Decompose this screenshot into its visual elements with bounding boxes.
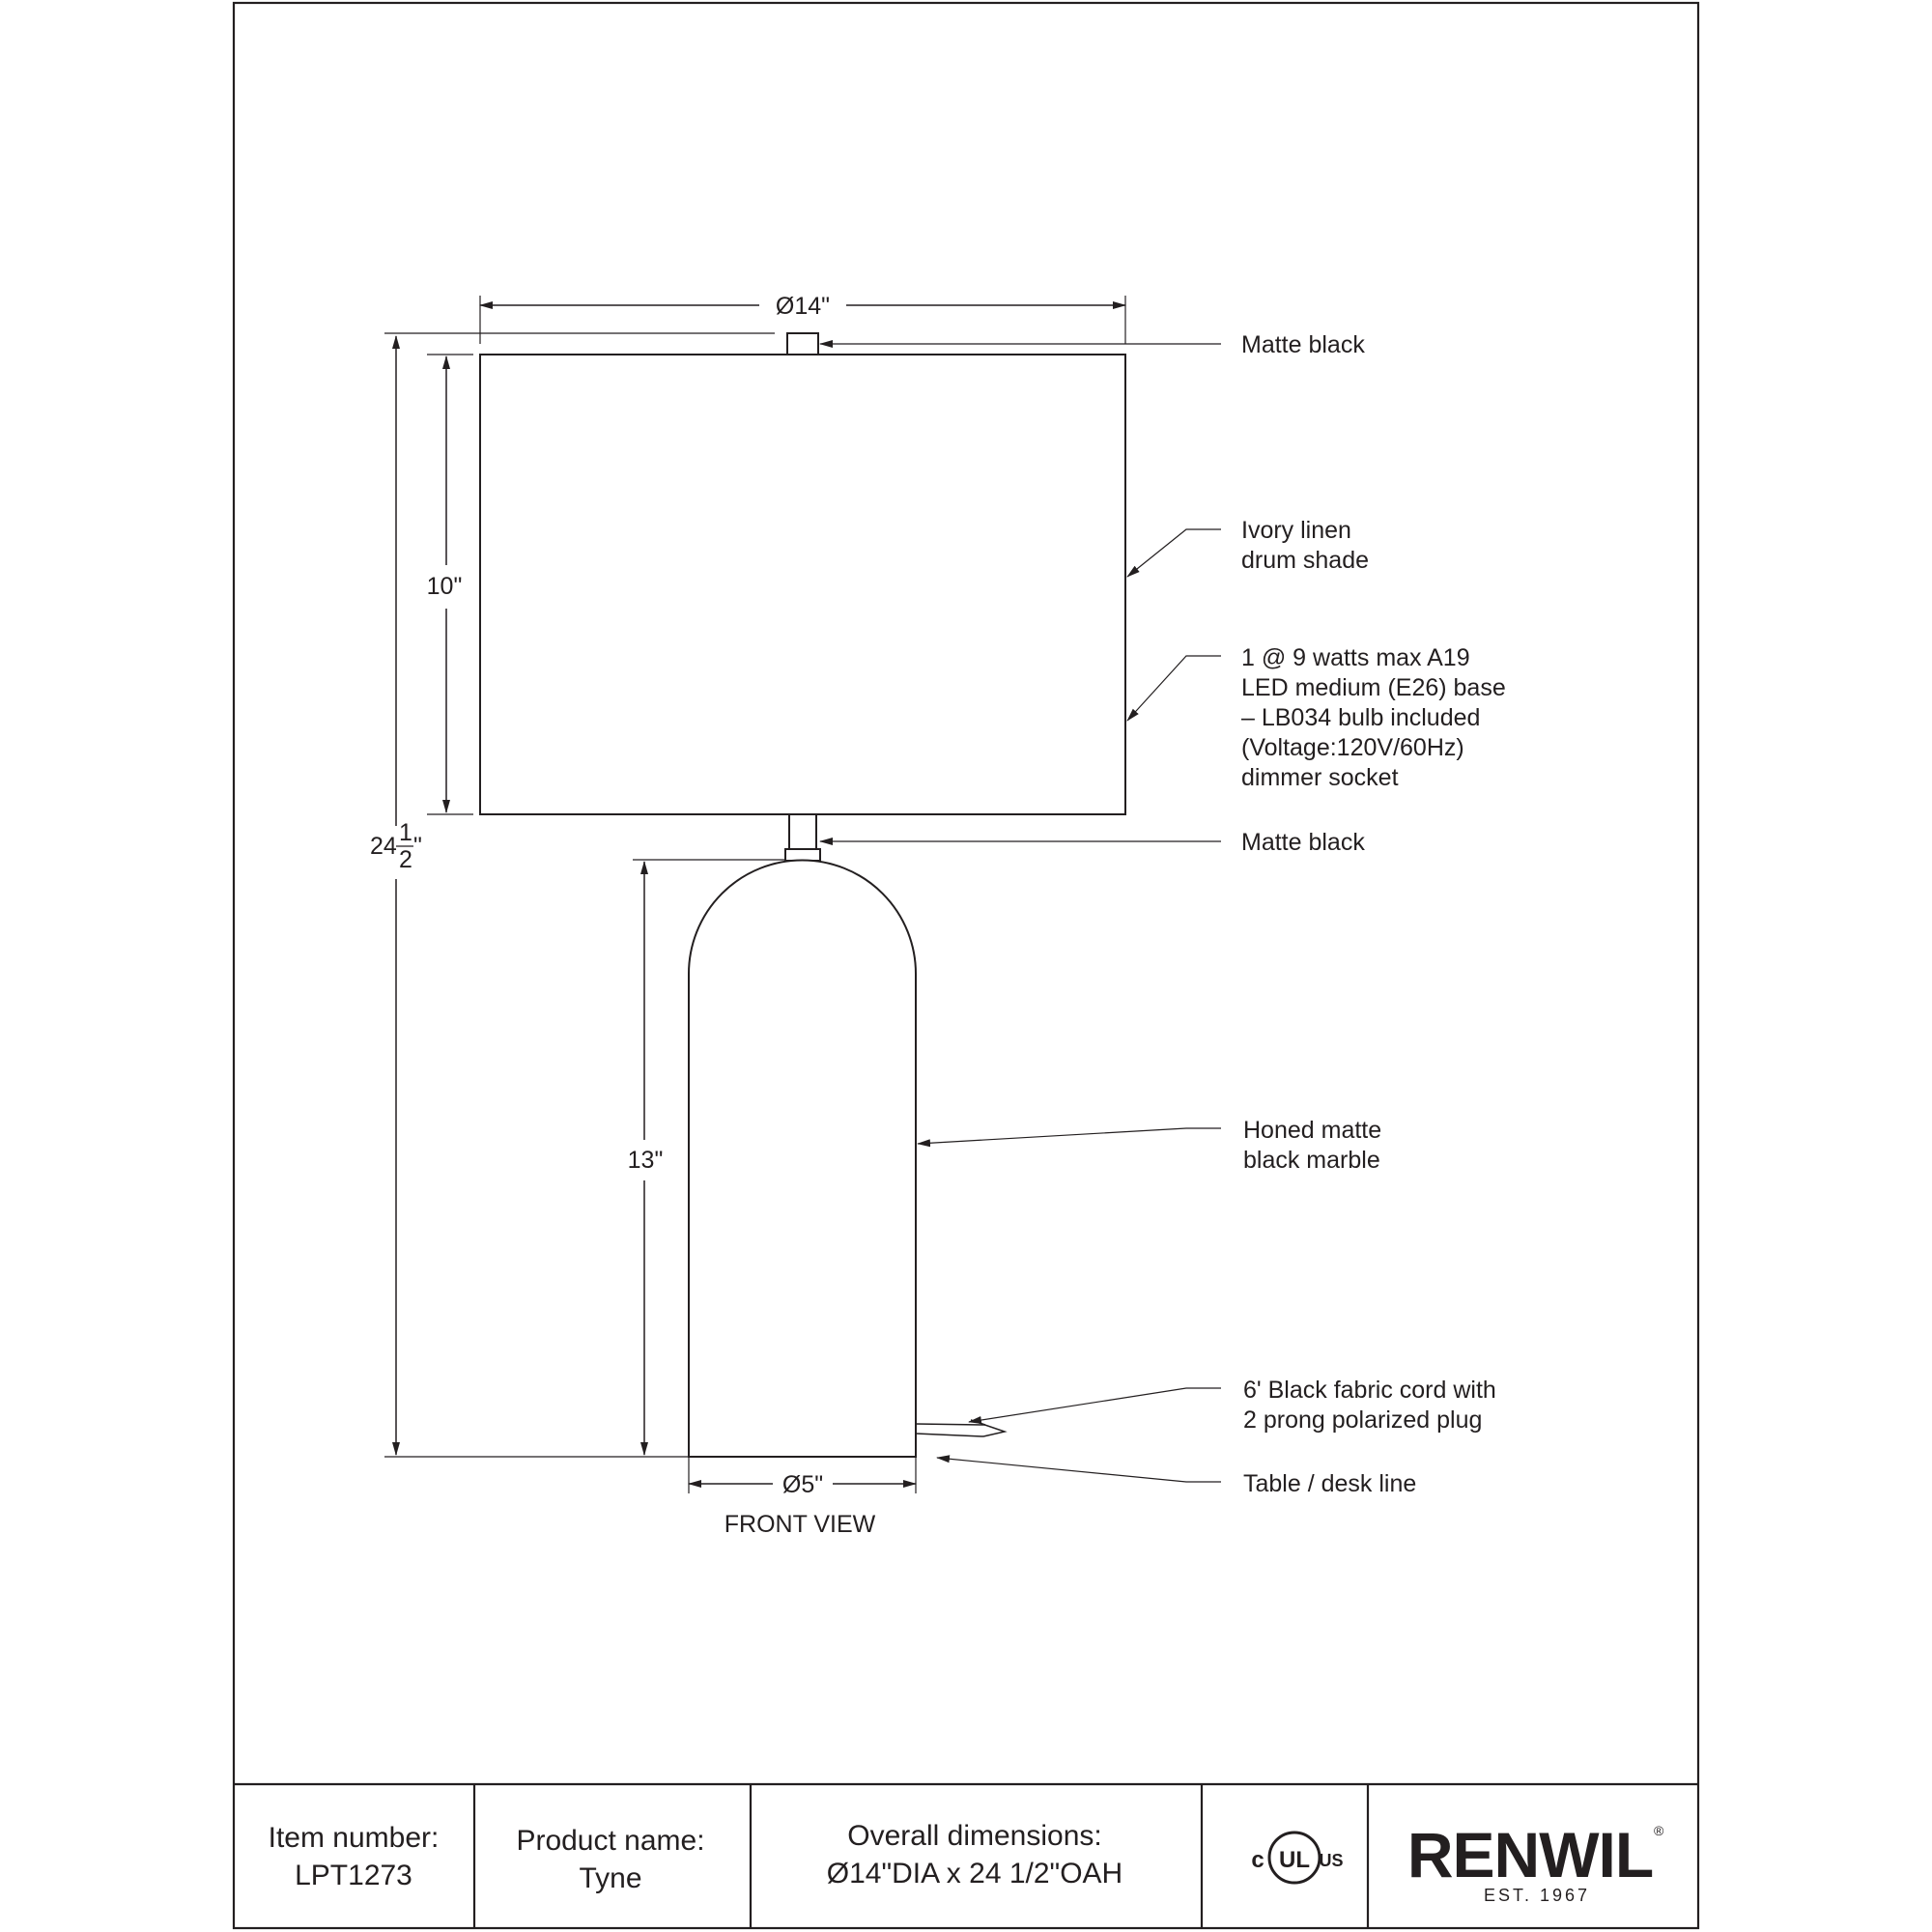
callout-bulb-1: 1 @ 9 watts max A19: [1241, 644, 1470, 671]
brand-registered-mark: ®: [1654, 1823, 1664, 1838]
drum-shade: [480, 355, 1125, 814]
callout-cord-1: 6' Black fabric cord with: [1243, 1377, 1496, 1404]
callout-neck: Matte black: [1241, 829, 1365, 856]
title-block: [234, 1784, 1698, 1928]
svg-text:c: c: [1251, 1847, 1264, 1873]
callout-body-1: Honed matte: [1243, 1117, 1382, 1144]
inch-mark: ": [413, 833, 422, 860]
callout-bulb-5: dimmer socket: [1241, 764, 1399, 791]
marble-body: [689, 860, 916, 1457]
callout-table-line: Table / desk line: [1243, 1470, 1417, 1497]
svg-text:UL: UL: [1279, 1847, 1310, 1873]
cord: [916, 1420, 1005, 1436]
leader-bulb: [1127, 656, 1221, 721]
svg-text:US: US: [1319, 1851, 1344, 1870]
brand-established: EST. 1967: [1483, 1886, 1591, 1905]
leader-cord: [969, 1388, 1221, 1422]
ul-listed-icon: [1251, 1833, 1343, 1883]
callout-bulb-4: (Voltage:120V/60Hz): [1241, 734, 1464, 761]
neck: [789, 814, 816, 849]
leader-shade: [1127, 529, 1221, 577]
item-number-label: Item number:: [268, 1822, 440, 1854]
dim-overall-height-numerator: 1: [399, 819, 412, 846]
callout-shade-1: Ivory linen: [1241, 517, 1351, 544]
dim-base-height: 13": [627, 1147, 664, 1174]
neck-collar: [785, 849, 820, 861]
dim-shade-height: 10": [426, 573, 463, 600]
overall-dimensions-value: Ø14"DIA x 24 1/2"OAH: [826, 1858, 1123, 1889]
overall-dimensions-label: Overall dimensions:: [847, 1820, 1102, 1852]
leader-body: [918, 1128, 1221, 1144]
callout-shade-2: drum shade: [1241, 547, 1370, 574]
product-name-value: Tyne: [579, 1862, 642, 1894]
view-label: FRONT VIEW: [724, 1511, 876, 1538]
finial: [787, 333, 818, 355]
lamp-drawing: [370, 293, 1125, 1538]
item-number-value: LPT1273: [295, 1860, 412, 1891]
dim-overall-height-denominator: 2: [399, 846, 412, 873]
callout-bulb-3: – LB034 bulb included: [1241, 704, 1481, 731]
callout-finial: Matte black: [1241, 331, 1365, 358]
dim-overall-height: [370, 819, 422, 873]
dim-overall-height-whole: 24: [370, 833, 397, 860]
callout-cord-2: 2 prong polarized plug: [1243, 1406, 1483, 1434]
leader-table-line: [937, 1458, 1221, 1482]
callout-bulb-2: LED medium (E26) base: [1241, 674, 1506, 701]
sheet-border: [234, 3, 1698, 1928]
product-name-label: Product name:: [516, 1825, 705, 1857]
dim-shade-diameter: Ø14": [775, 293, 831, 320]
dim-base-diameter: Ø5": [781, 1471, 824, 1498]
brand-logo: RENWIL: [1406, 1819, 1654, 1890]
callout-body-2: black marble: [1243, 1147, 1380, 1174]
